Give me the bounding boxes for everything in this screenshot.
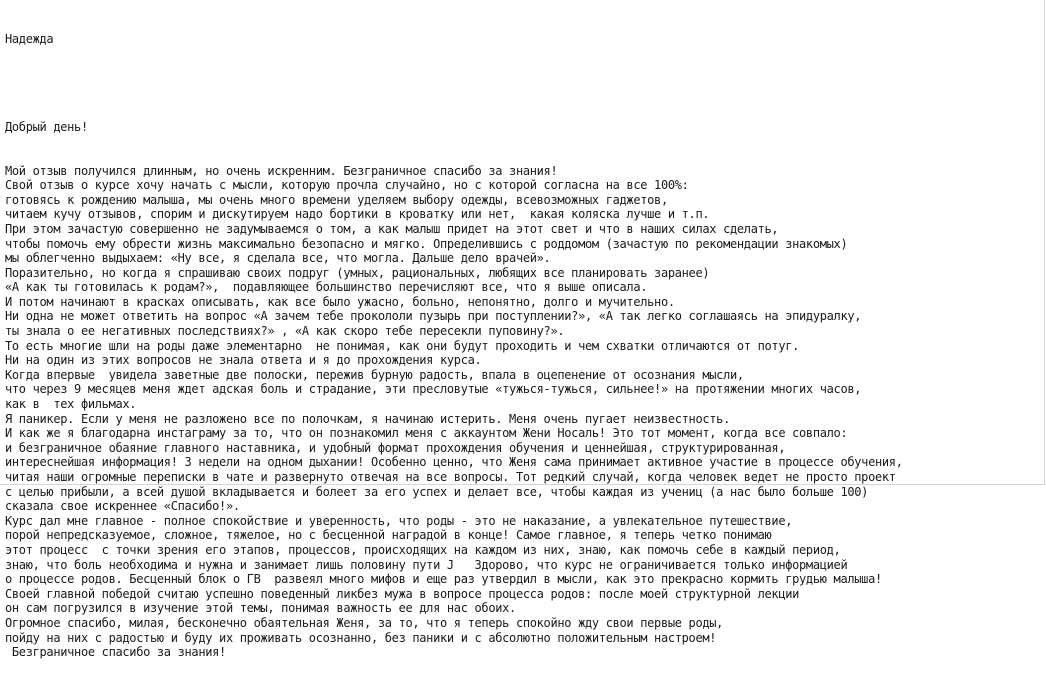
review-line: с целью прибыли, а всей душой вкладывается и болеет за его успех и делает все, чтобы каждая из учениц (а нас было больше 100): [5, 484, 869, 499]
review-line: Своей главной победой считаю успешно поведенный ликбез мужа в вопросе процесса родов: после моей структурной лекции: [5, 586, 800, 601]
review-line: При этом зачастую совершенно не задумываемся о том, а как малыш придет на этот свет и что в наших силах сделать,: [5, 221, 779, 236]
review-line: чтобы помочь ему обрести жизнь максимально безопасно и мягко. Определившись с роддомом (зачастую по рекомендации знакомых): [5, 236, 848, 251]
review-line: Свой отзыв о курсе хочу начать с мысли, которую прочла случайно, но с которой согласна на все 100%:: [5, 178, 689, 193]
review-line: он сам погрузился в изучение этой темы, понимая важность ее для нас обоих.: [5, 601, 516, 616]
review-line: Огромное спасибо, милая, бесконечно обаятельная Женя, за то, что я теперь спокойно жду свои первые роды,: [5, 615, 724, 630]
review-line: интереснейшая информация! 3 недели на одном дыхании! Особенно ценно, что Женя сама принимает активное участие в процессе обучения,: [5, 455, 903, 470]
review-line: Когда впервые увидела заветные две полоски, пережив бурную радость, впала в оцепенение от осознания мысли,: [5, 367, 744, 382]
review-line: Я паникер. Если у меня не разложено все по полочкам, я начинаю истерить. Меня очень пугает неизвестность.: [5, 411, 730, 426]
review-line: Ни на один из этих вопросов не знала ответа и я до прохождения курса.: [5, 353, 482, 368]
review-line: И потом начинают в красках описывать, как все было ужасно, больно, непонятно, долго и мучительно.: [5, 294, 675, 309]
review-line: о процессе родов. Бесценный блок о ГВ развеял много мифов и еще раз утвердил в мысли, как это прекрасно кормить грудью малыша!: [5, 572, 882, 587]
review-line: мы облегченно выдыхаем: «Ну все, я сделала все, что могла. Дальше дело врачей».: [5, 251, 551, 266]
author-name: Надежда: [5, 32, 54, 47]
review-body: [5, 164, 1041, 660]
review-line: Курс дал мне главное - полное спокойствие и уверенность, что роды - это не наказание, а увлекательное путешествие,: [5, 513, 793, 528]
review-line: читаем кучу отзывов, спорим и дискутируем надо бортики в кроватку или нет, какая коляска лучше и т.п.: [5, 207, 710, 222]
review-text: [5, 3, 1041, 689]
review-line: ты знала о ее негативных последствиях?» , «А как скоро тебе пересекли пуповину?».: [5, 324, 565, 339]
review-line: «А как ты готовилась к родам?», подавляющее большинство перечисляют все, что я выше описала.: [5, 280, 648, 295]
review-line: читая наши огромные переписки в чате и развернуто отвечая на все вопросы. Тот редкий случай, когда человек ведет не просто проект: [5, 470, 896, 484]
review-line: что через 9 месяцев меня ждет адская боль и страдание, эти пресловутые «тужься-тужься, сильнее!» на протяжении многих часов,: [5, 382, 862, 397]
review-line: Ни одна не может ответить на вопрос «А зачем тебе прокололи пузырь при поступлении?», «А так легко соглашаясь на эпидуралку,: [5, 309, 862, 324]
review-line: И как же я благодарна инстаграму за то, что он познакомил меня с аккаунтом Жени Носаль! Это тот момент, когда все совпало:: [5, 426, 848, 441]
review-line: Мой отзыв получился длинным, но очень искренним. Безграничное спасибо за знания!: [5, 163, 558, 178]
review-line: Безграничное спасибо за знания!: [5, 645, 226, 660]
review-line: сказала свое искреннее «Спасибо!».: [5, 499, 240, 514]
review-line: То есть многие шли на роды даже элементарно не понимая, как они будут проходить и чем схватки отличаются от потуг.: [5, 338, 800, 353]
review-line: знаю, что боль необходима и нужна и занимает лишь половину пути J Здорово, что курс не ограничивается только информацией: [5, 557, 848, 572]
review-line: и безграничное обаяние главного наставника, и удобный формат прохождения обучения и ценнейшая, структурированная,: [5, 440, 786, 455]
review-line: порой непредсказуемое, сложное, тяжелое, но с бесценной наградой в конце! Самое главное, я теперь четко понимаю: [5, 528, 772, 543]
review-line: готовясь к рождению малыша, мы очень много времени уделяем выбору одежды, всевозможных гаджетов,: [5, 192, 668, 207]
review-line: как в тех фильмах.: [5, 397, 137, 412]
review-line: Поразительно, но когда я спрашиваю своих подруг (умных, рациональных, любящих все планировать заранее): [5, 265, 710, 280]
review-line: этот процесс с точки зрения его этапов, процессов, происходящих на каждом из них, знаю, как помочь себе в каждый период,: [5, 542, 841, 557]
greeting-line: Добрый день!: [5, 119, 88, 134]
review-line: пойду на них с радостью и буду их проживать осознанно, без паники и с абсолютно положительным настроем!: [5, 630, 717, 645]
blank-line: [5, 76, 1041, 91]
